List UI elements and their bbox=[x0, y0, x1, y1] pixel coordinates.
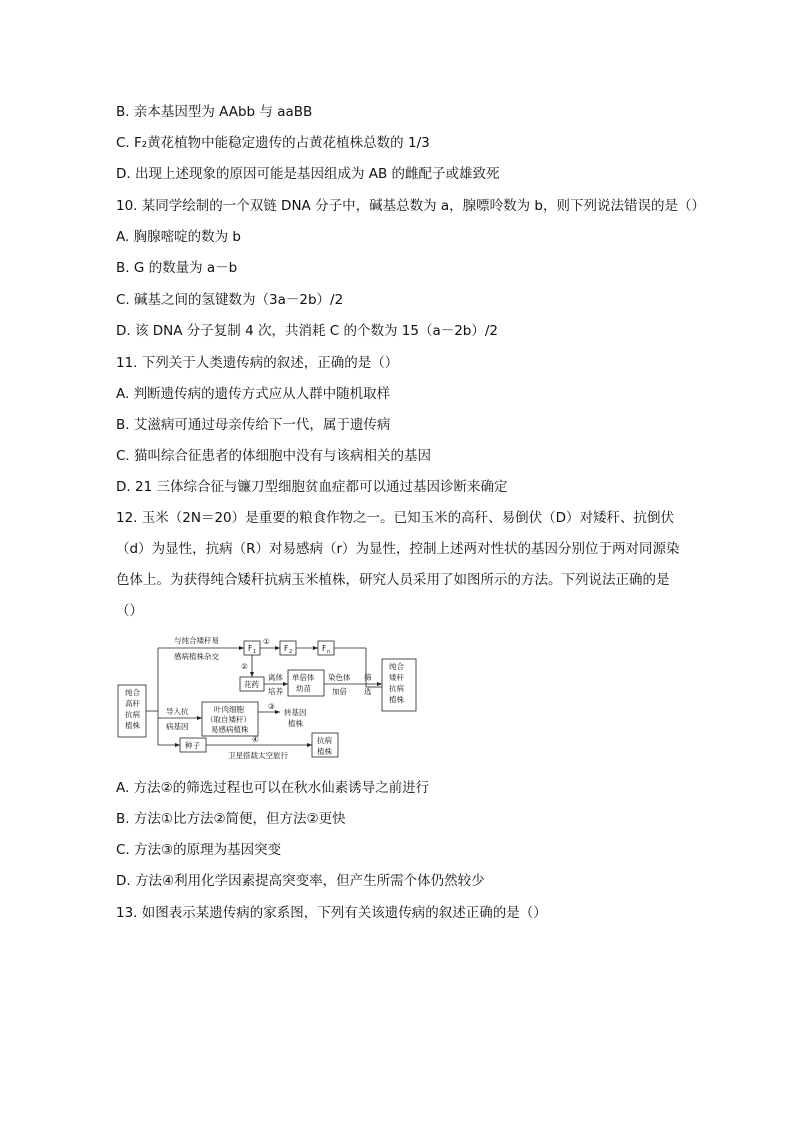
option-c-10: C. 碱基之间的氢键数为（3a－2b）/2 bbox=[116, 292, 344, 308]
transgenic-label-2: 植株 bbox=[288, 719, 303, 728]
f2-sub: 2 bbox=[289, 649, 293, 655]
result-box-line3: 抗病 bbox=[389, 684, 404, 693]
chromosome-label-2: 加倍 bbox=[332, 687, 347, 696]
f1-label: F bbox=[248, 644, 253, 653]
question-10: 10. 某同学绘制的一个双链 DNA 分子中，碱基总数为 a，腺嘌呤数为 b，则下列说法错误的是（） bbox=[116, 198, 705, 214]
method-1-marker: ① bbox=[263, 637, 270, 646]
result-box-line4: 植株 bbox=[389, 695, 404, 704]
haploid-label-2: 幼苗 bbox=[296, 684, 311, 693]
top-label-1: 与纯合矮秆易 bbox=[174, 636, 219, 645]
import-label-2: 病基因 bbox=[166, 722, 189, 731]
resistant-label-2: 植株 bbox=[317, 747, 332, 756]
option-d-12: D. 方法④利用化学因素提高突变率，但产生所需个体仍然较少 bbox=[116, 873, 485, 889]
screen-label-2: 选 bbox=[364, 687, 372, 696]
question-12-line2: （d）为显性，抗病（R）对易感病（r）为显性，控制上述两对性状的基因分别位于两对同源染 bbox=[116, 541, 680, 557]
option-d-11: D. 21 三体综合征与镰刀型细胞贫血症都可以通过基因诊断来确定 bbox=[116, 479, 508, 495]
haploid-label-1: 单倍体 bbox=[292, 673, 315, 682]
option-d-10: D. 该 DNA 分子复制 4 次，共消耗 C 的个数为 15（a－2b）/2 bbox=[116, 323, 499, 339]
fn-label: F bbox=[322, 644, 327, 653]
breeding-methods-diagram bbox=[116, 632, 426, 762]
left-box-line4: 植株 bbox=[125, 721, 140, 730]
option-a-11: A. 判断遗传病的遗传方式应从人群中随机取样 bbox=[116, 386, 391, 402]
leaf-cell-label-3: 易感病植株 bbox=[211, 725, 249, 734]
method-3-marker: ③ bbox=[268, 702, 275, 711]
question-11: 11. 下列关于人类遗传病的叙述，正确的是（） bbox=[116, 355, 399, 371]
option-d-9: D. 出现上述现象的原因可能是基因组成为 AB 的雌配子或雄致死 bbox=[116, 166, 500, 182]
question-12-line1: 12. 玉米（2N＝20）是重要的粮食作物之一。已知玉米的高秆、易倒伏（D）对矮秆、抗倒伏 bbox=[116, 510, 675, 526]
question-12-line3: 色体上。为获得纯合矮秆抗病玉米植株，研究人员采用了如图所示的方法。下列说法正确的是 bbox=[116, 572, 670, 588]
option-b-10: B. G 的数量为 a－b bbox=[116, 260, 238, 276]
option-b-12: B. 方法①比方法②简便，但方法②更快 bbox=[116, 811, 346, 827]
leaf-cell-label-2: （取自矮秆） bbox=[206, 715, 251, 724]
question-13: 13. 如图表示某遗传病的家系图，下列有关该遗传病的叙述正确的是（） bbox=[116, 905, 547, 921]
top-label-2: 感病植株杂交 bbox=[174, 652, 219, 661]
result-box-line1: 纯合 bbox=[389, 662, 404, 671]
anther-label: 花药 bbox=[244, 680, 259, 689]
left-box-line3: 抗病 bbox=[125, 710, 140, 719]
left-box-line1: 纯合 bbox=[125, 688, 140, 697]
fn-sub: n bbox=[327, 649, 331, 655]
option-b-9: B. 亲本基因型为 AAbb 与 aaBB bbox=[116, 104, 313, 120]
satellite-label: 卫星搭载太空旅行 bbox=[228, 751, 288, 760]
option-a-10: A. 胸腺嘧啶的数为 b bbox=[116, 229, 241, 245]
isolated-label-1: 离体 bbox=[268, 673, 283, 682]
import-label-1: 导入抗 bbox=[166, 707, 189, 716]
option-c-11: C. 猫叫综合征患者的体细胞中没有与该病相关的基因 bbox=[116, 448, 432, 464]
seed-label: 种子 bbox=[185, 741, 200, 750]
result-box-line2: 矮秆 bbox=[389, 673, 404, 682]
f1-sub: 1 bbox=[253, 649, 257, 655]
screen-label-1: 筛 bbox=[364, 673, 372, 682]
left-box-line2: 高秆 bbox=[125, 699, 140, 708]
option-b-11: B. 艾滋病可通过母亲传给下一代，属于遗传病 bbox=[116, 417, 391, 433]
method-4-marker: ④ bbox=[252, 735, 259, 744]
method-2-marker: ② bbox=[241, 662, 248, 671]
leaf-cell-label-1: 叶肉细胞 bbox=[214, 705, 244, 714]
option-c-9: C. F₂黄花植物中能稳定遗传的占黄花植株总数的 1/3 bbox=[116, 135, 430, 151]
question-12-line4: （） bbox=[116, 603, 143, 619]
resistant-label-1: 抗病 bbox=[317, 736, 332, 745]
f2-label: F bbox=[284, 644, 289, 653]
option-a-12: A. 方法②的筛选过程也可以在秋水仙素诱导之前进行 bbox=[116, 780, 430, 796]
isolated-label-2: 培养 bbox=[268, 687, 283, 696]
option-c-12: C. 方法③的原理为基因突变 bbox=[116, 842, 282, 858]
transgenic-label-1: 转基因 bbox=[284, 708, 307, 717]
chromosome-label-1: 染色体 bbox=[328, 673, 351, 682]
